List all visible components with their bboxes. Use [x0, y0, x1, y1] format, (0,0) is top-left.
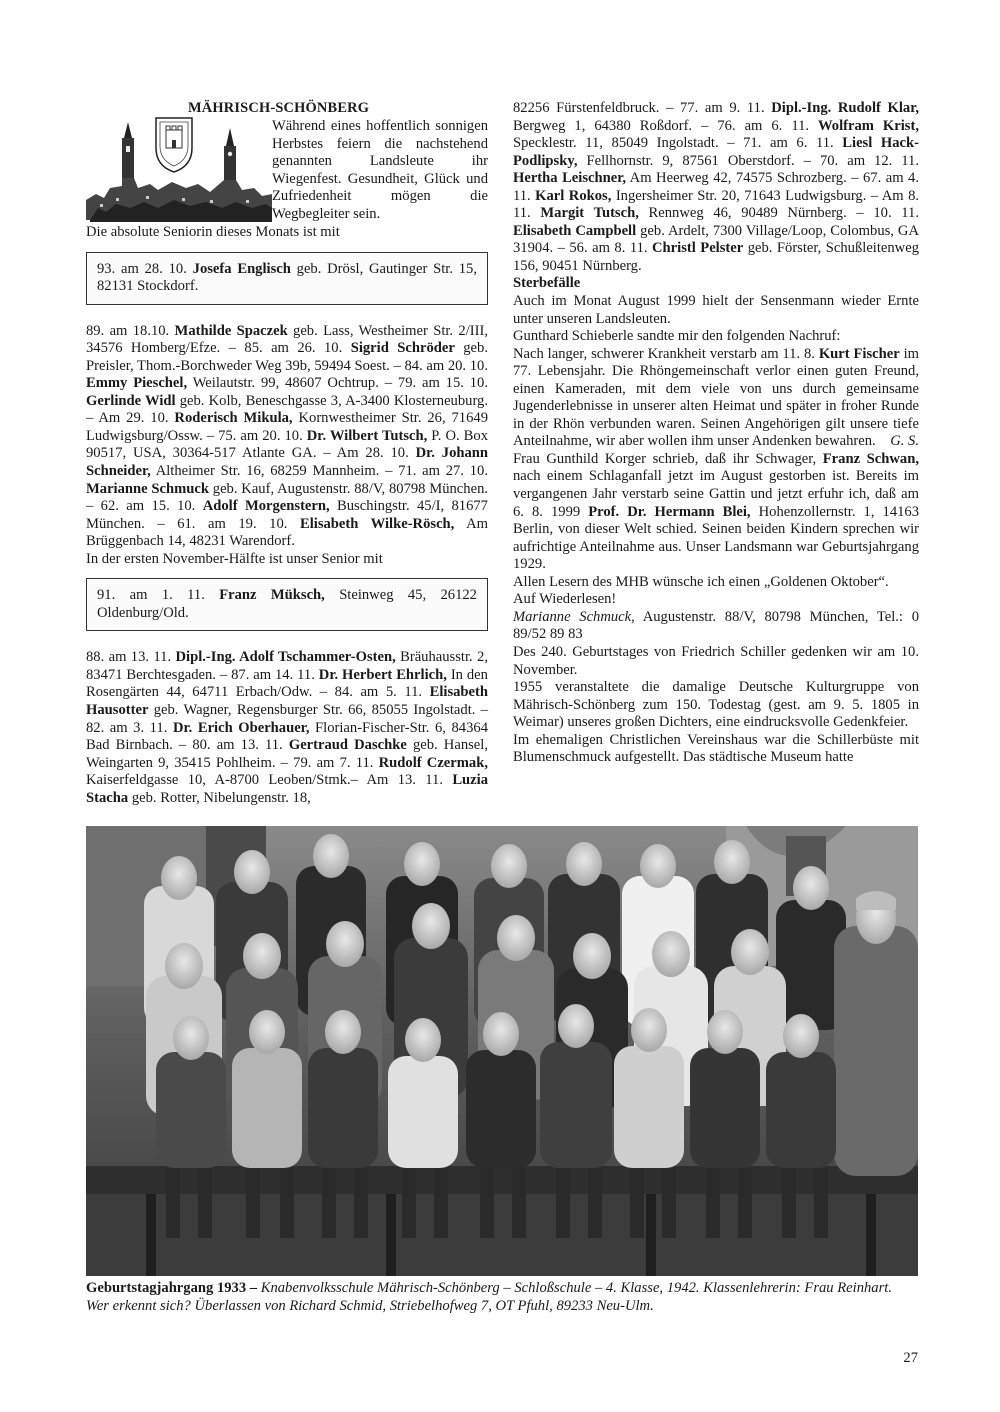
list-item: Karl Rokos, Ingersheimer Str. 20, 71643 Ludwigsburg. – Am 8. 11. — [513, 187, 920, 222]
town-crest-icon — [86, 108, 272, 224]
list-item: Am 13. 11. Luzia Stacha geb. Rotter, Nibelungenstr. 18, — [86, 772, 488, 806]
nachruf-signature: G. S. — [890, 433, 919, 450]
obituaries-intro: Auch im Monat August 1999 hielt der Sensenmann wieder Ernte unter unseren Landsleuten. — [513, 293, 919, 327]
author-name: Marianne Schmuck, — [513, 608, 635, 625]
obituaries-title: Sterbefälle — [513, 275, 581, 292]
author-contact: Augustenstr. 88/V, 80798 München, Tel.: 0 89/52 89 83 — [513, 608, 919, 643]
list-item: Am 28. 10. Dr. Johann Schneider, Altheimer Str. 16, 68259 Mannheim. – — [86, 445, 489, 480]
schiller-paragraph-3: Im ehemaligen Christlichen Vereinshaus war die Schillerbüste mit Blumenschmuck aufgestellt. Das städtische Museum hatte — [513, 731, 919, 766]
birthday-list-october — [86, 323, 488, 551]
list-item: 75. am 20. 10. Dr. Wilbert Tutsch, P. O. Box 90517, USA, 30364-517 Atlante GA. – — [86, 427, 488, 462]
list-item: 84. am 5. 11. Elisabeth Hausotter geb. Wagner, Regensburger Str. 66, 85055 Ingolstadt. – — [86, 684, 488, 719]
list-item: 71. am 27. 10. Marianne Schmuck geb. Kauf, Augustenstr. 88/V, 80798 München. – — [86, 463, 489, 515]
birthday-list-november — [86, 649, 488, 807]
list-item: Hertha Leischner, Am Heerweg 42, 74575 Schrozberg. – 67. am 4. 11. — [513, 170, 919, 204]
list-item: 88. am 13. 11. Dipl.-Ing. Adolf Tschammer-Osten, Bräuhausstr. 2, 83471 Berchtesgaden. – — [86, 649, 488, 683]
class-photo-image — [86, 826, 918, 1276]
nov-senior-name: Franz Müksch, — [219, 587, 325, 604]
list-item: 79. am 7. 11. Rudolf Czermak, Kaiserfeldgasse 10, A-8700 Leoben/Stmk.– — [86, 754, 488, 789]
header-block — [86, 100, 488, 224]
list-item: 80. am 13. 11. Gertraud Daschke geb. Hansel, Weingarten 9, 35415 Pohlheim. – — [86, 737, 488, 771]
nov-senior-rest: Steinweg 45, 26122 Oldenburg/Old. — [97, 587, 477, 621]
senior-intro: Die absolute Seniorin dieses Monats ist mit — [86, 224, 340, 240]
list-item: Liesl Hack-Podlipsky, Fellhornstr. 9, 87561 Oberstdorf. – 70. am 12. 11. — [513, 135, 919, 169]
nachruf-intro: Gunthard Schieberle sandte mir den folgenden Nachruf: — [513, 328, 841, 345]
caption-text: Knabenvolksschule Mährisch-Schönberg – Schloßschule – 4. Klasse, 1942. Klassenlehrerin: Frau Reinhart. Wer erkennt sich? Überlassen von Richard Schmid, Striebelhofweg 7, OT Pfuhl, 89233 Neu-Ulm. — [86, 1280, 892, 1314]
photo-caption — [86, 1280, 918, 1315]
list-item: Margit Tutsch, Rennweg 46, 90489 Nürnberg. – 10. 11. — [540, 205, 919, 222]
author-line — [513, 609, 919, 644]
list-item: 62. am 15. 10. Adolf Morgenstern, Buschingstr. 45/I, 81677 München. – — [86, 498, 488, 532]
november-intro: In der ersten November-Hälfte ist unser Senior mit — [86, 550, 383, 567]
nachruf-text: Nach langer, schwerer Krankheit verstarb am 11. 8. Kurt Fischer im 77. Lebensjahr. Die Rhöngemeinschaft verlor einen guten Freund, einen Kameraden, mit dem viele von uns durch gemeinsame Jugenderlebnisse in unserer alten Heimat und später in froher Runde in der Rhön verbunden waren. Seinen Angehörigen gilt unsere tiefe Anteilnahme, wir aber wollen ihm unser Andenken bewahren. G. S. — [513, 345, 919, 450]
section-heading: MÄHRISCH-SCHÖNBERG — [188, 100, 370, 116]
list-item: 79. am 15. 10. Gerlinde Widl geb. Kolb, Beneschgasse 3, A-3400 Klosterneuburg. – — [86, 375, 488, 427]
list-item: 87. am 14. 11. Dr. Herbert Ehrlich, In den Rosengärten 44, 64711 Erbach/Odw. – — [86, 666, 488, 701]
list-item: 82256 Fürstenfeldbruck. – 77. am 9. 11. Dipl.-Ing. Rudolf Klar, Bergweg 1, 64380 Roßdorf. – 76. am 6. 11. — [513, 100, 919, 134]
senior-rest: geb. Drösl, Gautinger Str. 15, 82131 Stockdorf. — [97, 260, 477, 295]
list-item: 82. am 3. 11. Dr. Erich Oberhauer, Florian-Fischer-Str. 6, 84364 Bad Birnbach. – — [86, 719, 488, 754]
nov-senior-prefix: 91. am 1. 11. — [97, 587, 205, 604]
page-number: 27 — [903, 1350, 918, 1366]
caption-title: Geburtstagjahrgang 1933 – — [86, 1280, 258, 1296]
november-senior-box — [86, 578, 488, 631]
senior-box — [86, 252, 488, 305]
right-column — [513, 100, 919, 767]
senior-prefix: 93. am 28. 10. — [97, 260, 187, 277]
senior-name: Josefa Englisch — [192, 260, 291, 277]
list-item: Wolfram Krist, Specklestr. 11, 85049 Ingolstadt. – 71. am 6. 11. — [513, 117, 919, 152]
left-column — [86, 100, 488, 807]
closing-wish: Allen Lesern des MHB wünsche ich einen „Goldenen Oktober“. — [513, 573, 889, 590]
list-item: 89. am 18.10. Mathilde Spaczek geb. Lass, Westheimer Str. 2/III, 34576 Homberg/Efze. – — [86, 322, 488, 357]
list-item: Christl Pelster geb. Förster, Schußleitenweg 156, 90451 Nürnberg. — [513, 240, 919, 274]
birthday-list-november-continued — [513, 100, 919, 275]
closing-farewell: Auf Wiederlesen! — [513, 591, 617, 608]
schiller-paragraph-1: Des 240. Geburtstages von Friedrich Schiller gedenken wir am 10. November. — [513, 643, 919, 678]
list-item: Elisabeth Campbell geb. Ardelt, 7300 Village/Loop, Colombus, GA 31904. – 56. am 8. 11. — [513, 222, 919, 257]
schiller-paragraph-2: 1955 veranstaltete die damalige Deutsche Kulturgruppe von Mährisch-Schönberg zum 150. Todestag (gest. am 9. 5. 1805 in Weimar) unseres großen Dichters, eine eindrucksvolle Gedenkfeier. — [513, 679, 919, 731]
list-item: 84. am 20. 10. Emmy Pieschel, Weilautstr. 99, 48607 Ochtrup. – — [86, 357, 488, 392]
korger-text: Frau Gunthild Korger schrieb, daß ihr Schwager, Franz Schwan, nach einem Schlaganfall jetzt im August gestorben ist. Bereits im vergangenen Jahr verstarb seine Gattin und jetzt erfuhr ich, daß am 6. 8. 1999 Prof. Dr. Hermann Blei, Hohenzollernstr. 1, 14163 Berlin, von dieser Welt schied. Seinen beiden Kindern sprechen wir aufrichtige Anteilnahme aus. Unser Landsmann war Geburtsjahrgang 1929. — [513, 450, 920, 573]
list-item: Am 29. 10. Roderisch Mikula, Kornwestheimer Str. 26, 71649 Ludwigsburg/Ossw. – — [86, 410, 488, 444]
greeting-text: Während eines hoffentlich sonnigen Herbstes feiern die nachstehend genannten Landsleute ihr Wiegenfest. Gesundheit, Glück und Zufriedenheit mögen die Wegbegleiter sein. — [272, 118, 488, 222]
list-item: 85. am 26. 10. Sigrid Schröder geb. Preisler, Thom.-Borchweder Weg 39b, 59494 Soest. – — [86, 340, 488, 374]
class-photo — [86, 826, 918, 1276]
list-item: 61. am 19. 10. Elisabeth Wilke-Rösch, Am Brüggenbach 14, 48231 Warendorf. — [86, 515, 488, 550]
